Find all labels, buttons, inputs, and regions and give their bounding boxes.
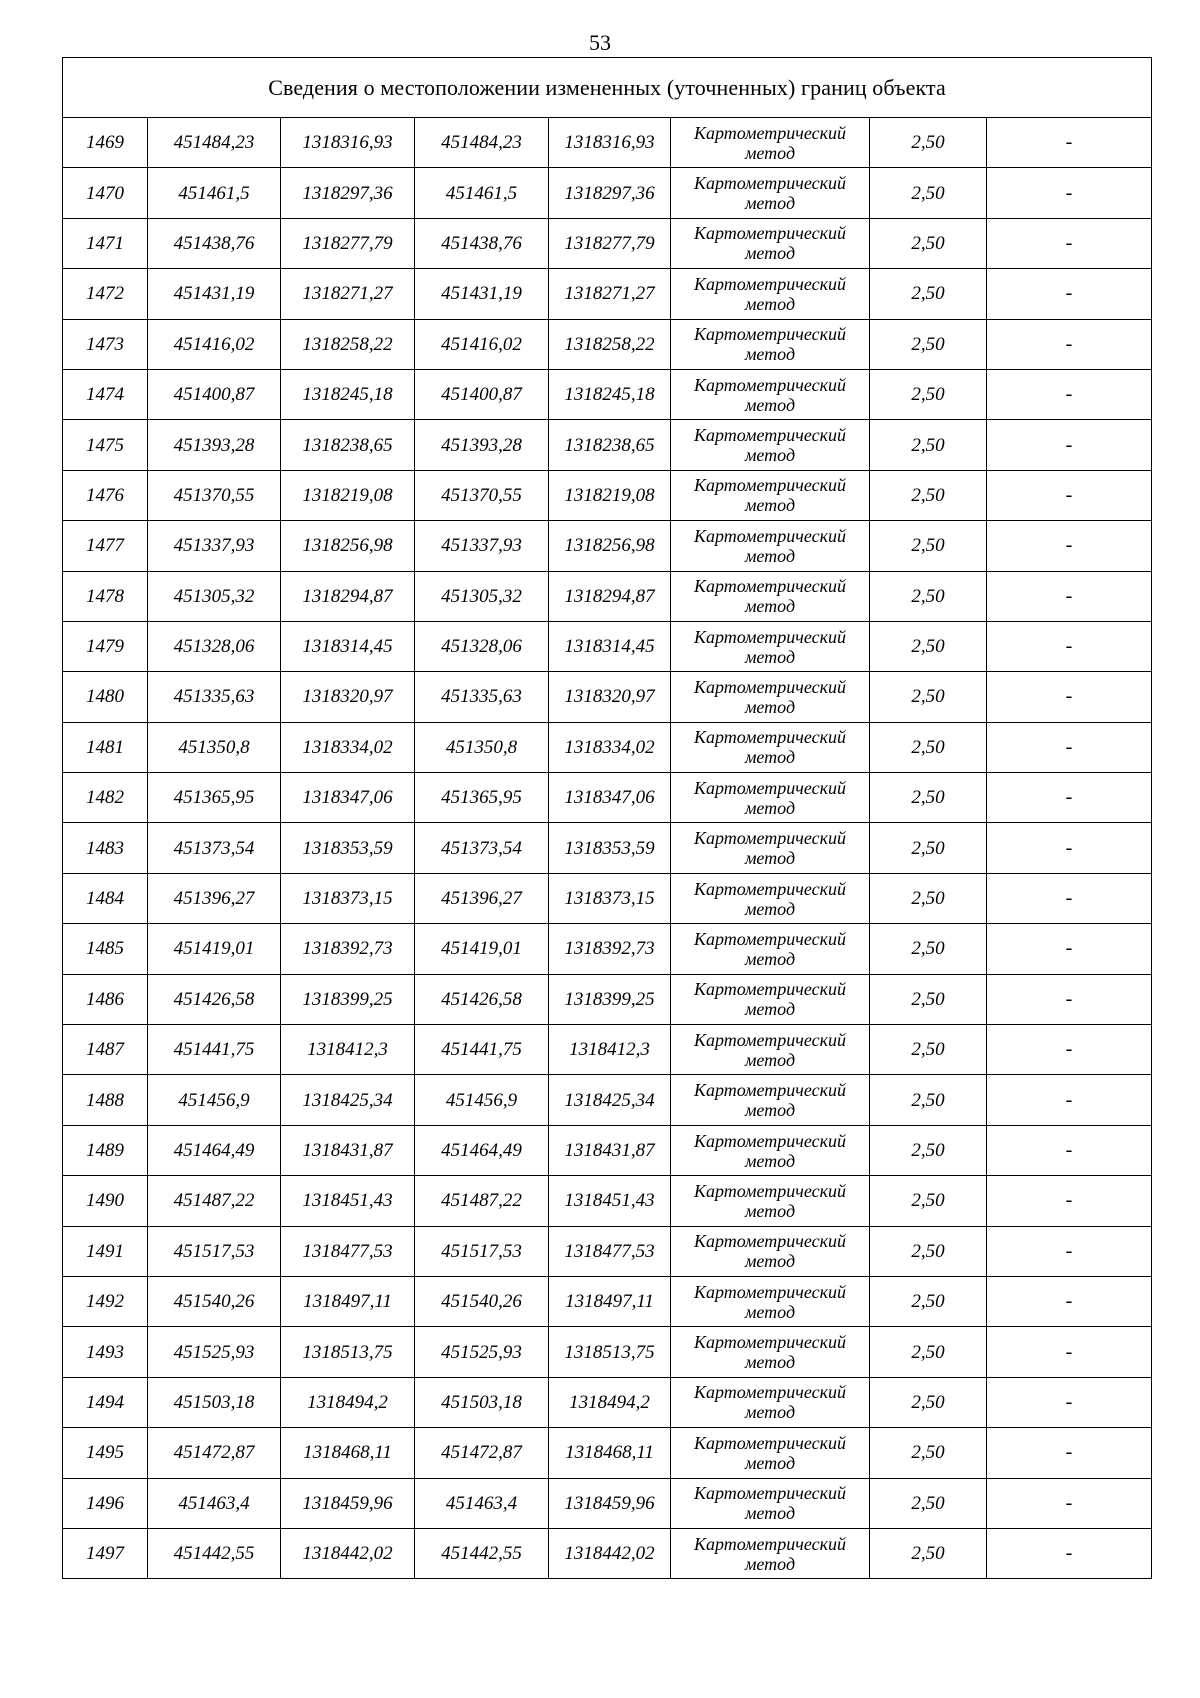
existing-x-cell: 451400,87 xyxy=(148,369,281,419)
table-row xyxy=(63,1478,1152,1528)
new-x-cell: 451517,53 xyxy=(415,1226,549,1276)
description-cell: - xyxy=(987,823,1152,873)
existing-x-cell: 451487,22 xyxy=(148,1176,281,1226)
existing-x-cell: 451373,54 xyxy=(148,823,281,873)
point-number-cell: 1475 xyxy=(63,420,148,470)
description-cell: - xyxy=(987,168,1152,218)
precision-cell: 2,50 xyxy=(870,470,987,520)
existing-x-cell: 451463,4 xyxy=(148,1478,281,1528)
description-cell: - xyxy=(987,1176,1152,1226)
new-y-cell: 1318468,11 xyxy=(549,1428,671,1478)
existing-y-cell: 1318347,06 xyxy=(281,773,415,823)
precision-cell: 2,50 xyxy=(870,1478,987,1528)
point-number-cell: 1470 xyxy=(63,168,148,218)
new-y-cell: 1318513,75 xyxy=(549,1327,671,1377)
new-y-cell: 1318459,96 xyxy=(549,1478,671,1528)
method-cell: Картометрический метод xyxy=(671,470,870,520)
existing-y-cell: 1318277,79 xyxy=(281,218,415,268)
new-x-cell: 451426,58 xyxy=(415,974,549,1024)
description-cell: - xyxy=(987,672,1152,722)
existing-x-cell: 451350,8 xyxy=(148,722,281,772)
description-cell: - xyxy=(987,1327,1152,1377)
point-number-cell: 1474 xyxy=(63,369,148,419)
method-cell: Картометрический метод xyxy=(671,1025,870,1075)
precision-cell: 2,50 xyxy=(870,974,987,1024)
point-number-cell: 1488 xyxy=(63,1075,148,1125)
description-cell: - xyxy=(987,521,1152,571)
new-x-cell: 451431,19 xyxy=(415,269,549,319)
precision-cell: 2,50 xyxy=(870,118,987,168)
precision-cell: 2,50 xyxy=(870,1125,987,1175)
existing-y-cell: 1318256,98 xyxy=(281,521,415,571)
new-y-cell: 1318347,06 xyxy=(549,773,671,823)
table-row xyxy=(63,168,1152,218)
description-cell: - xyxy=(987,924,1152,974)
existing-x-cell: 451464,49 xyxy=(148,1125,281,1175)
existing-y-cell: 1318219,08 xyxy=(281,470,415,520)
page-number: 53 xyxy=(589,30,611,55)
new-y-cell: 1318399,25 xyxy=(549,974,671,1024)
existing-y-cell: 1318334,02 xyxy=(281,722,415,772)
existing-x-cell: 451442,55 xyxy=(148,1528,281,1578)
new-x-cell: 451373,54 xyxy=(415,823,549,873)
new-x-cell: 451456,9 xyxy=(415,1075,549,1125)
table-row xyxy=(63,1528,1152,1578)
description-cell: - xyxy=(987,873,1152,923)
new-x-cell: 451365,95 xyxy=(415,773,549,823)
table-row xyxy=(63,319,1152,369)
method-cell: Картометрический метод xyxy=(671,1528,870,1578)
table-row xyxy=(63,218,1152,268)
new-x-cell: 451464,49 xyxy=(415,1125,549,1175)
table-row xyxy=(63,873,1152,923)
new-y-cell: 1318238,65 xyxy=(549,420,671,470)
method-cell: Картометрический метод xyxy=(671,571,870,621)
point-number-cell: 1487 xyxy=(63,1025,148,1075)
method-cell: Картометрический метод xyxy=(671,269,870,319)
description-cell: - xyxy=(987,319,1152,369)
existing-x-cell: 451396,27 xyxy=(148,873,281,923)
existing-y-cell: 1318314,45 xyxy=(281,621,415,671)
point-number-cell: 1490 xyxy=(63,1176,148,1226)
new-y-cell: 1318277,79 xyxy=(549,218,671,268)
precision-cell: 2,50 xyxy=(870,1025,987,1075)
point-number-cell: 1491 xyxy=(63,1226,148,1276)
description-cell: - xyxy=(987,1276,1152,1326)
new-y-cell: 1318334,02 xyxy=(549,722,671,772)
new-y-cell: 1318316,93 xyxy=(549,118,671,168)
precision-cell: 2,50 xyxy=(870,1377,987,1427)
existing-y-cell: 1318294,87 xyxy=(281,571,415,621)
table-row xyxy=(63,621,1152,671)
description-cell: - xyxy=(987,1428,1152,1478)
point-number-cell: 1476 xyxy=(63,470,148,520)
existing-x-cell: 451461,5 xyxy=(148,168,281,218)
existing-y-cell: 1318513,75 xyxy=(281,1327,415,1377)
precision-cell: 2,50 xyxy=(870,722,987,772)
new-y-cell: 1318294,87 xyxy=(549,571,671,621)
method-cell: Картометрический метод xyxy=(671,1125,870,1175)
table-row xyxy=(63,1125,1152,1175)
description-cell: - xyxy=(987,1125,1152,1175)
existing-x-cell: 451393,28 xyxy=(148,420,281,470)
table-row xyxy=(63,369,1152,419)
point-number-cell: 1492 xyxy=(63,1276,148,1326)
table-row xyxy=(63,1327,1152,1377)
precision-cell: 2,50 xyxy=(870,1327,987,1377)
existing-y-cell: 1318399,25 xyxy=(281,974,415,1024)
precision-cell: 2,50 xyxy=(870,823,987,873)
table-row xyxy=(63,924,1152,974)
method-cell: Картометрический метод xyxy=(671,1478,870,1528)
existing-x-cell: 451503,18 xyxy=(148,1377,281,1427)
precision-cell: 2,50 xyxy=(870,1428,987,1478)
new-x-cell: 451396,27 xyxy=(415,873,549,923)
method-cell: Картометрический метод xyxy=(671,1226,870,1276)
existing-x-cell: 451426,58 xyxy=(148,974,281,1024)
description-cell: - xyxy=(987,722,1152,772)
table-row xyxy=(63,420,1152,470)
precision-cell: 2,50 xyxy=(870,672,987,722)
new-y-cell: 1318271,27 xyxy=(549,269,671,319)
point-number-cell: 1480 xyxy=(63,672,148,722)
new-x-cell: 451472,87 xyxy=(415,1428,549,1478)
existing-x-cell: 451517,53 xyxy=(148,1226,281,1276)
point-number-cell: 1469 xyxy=(63,118,148,168)
description-cell: - xyxy=(987,571,1152,621)
precision-cell: 2,50 xyxy=(870,571,987,621)
precision-cell: 2,50 xyxy=(870,369,987,419)
method-cell: Картометрический метод xyxy=(671,773,870,823)
existing-x-cell: 451540,26 xyxy=(148,1276,281,1326)
precision-cell: 2,50 xyxy=(870,1176,987,1226)
point-number-cell: 1472 xyxy=(63,269,148,319)
new-x-cell: 451484,23 xyxy=(415,118,549,168)
point-number-cell: 1494 xyxy=(63,1377,148,1427)
precision-cell: 2,50 xyxy=(870,319,987,369)
method-cell: Картометрический метод xyxy=(671,1377,870,1427)
table-row xyxy=(63,118,1152,168)
description-cell: - xyxy=(987,218,1152,268)
method-cell: Картометрический метод xyxy=(671,168,870,218)
description-cell: - xyxy=(987,1025,1152,1075)
description-cell: - xyxy=(987,369,1152,419)
table-row xyxy=(63,521,1152,571)
new-y-cell: 1318219,08 xyxy=(549,470,671,520)
table-row xyxy=(63,1075,1152,1125)
method-cell: Картометрический метод xyxy=(671,521,870,571)
method-cell: Картометрический метод xyxy=(671,823,870,873)
new-x-cell: 451400,87 xyxy=(415,369,549,419)
description-cell: - xyxy=(987,1075,1152,1125)
description-cell: - xyxy=(987,1226,1152,1276)
table-row xyxy=(63,1226,1152,1276)
table-row xyxy=(63,571,1152,621)
method-cell: Картометрический метод xyxy=(671,420,870,470)
new-y-cell: 1318497,11 xyxy=(549,1276,671,1326)
description-cell: - xyxy=(987,470,1152,520)
description-cell: - xyxy=(987,974,1152,1024)
table-caption: Сведения о местоположении измененных (уточненных) границ объекта xyxy=(63,58,1152,118)
existing-y-cell: 1318497,11 xyxy=(281,1276,415,1326)
point-number-cell: 1479 xyxy=(63,621,148,671)
point-number-cell: 1473 xyxy=(63,319,148,369)
existing-x-cell: 451419,01 xyxy=(148,924,281,974)
method-cell: Картометрический метод xyxy=(671,369,870,419)
existing-y-cell: 1318494,2 xyxy=(281,1377,415,1427)
new-y-cell: 1318245,18 xyxy=(549,369,671,419)
description-cell: - xyxy=(987,118,1152,168)
new-x-cell: 451441,75 xyxy=(415,1025,549,1075)
point-number-cell: 1482 xyxy=(63,773,148,823)
existing-y-cell: 1318425,34 xyxy=(281,1075,415,1125)
method-cell: Картометрический метод xyxy=(671,974,870,1024)
precision-cell: 2,50 xyxy=(870,1276,987,1326)
method-cell: Картометрический метод xyxy=(671,1176,870,1226)
method-cell: Картометрический метод xyxy=(671,924,870,974)
description-cell: - xyxy=(987,621,1152,671)
method-cell: Картометрический метод xyxy=(671,1276,870,1326)
point-number-cell: 1485 xyxy=(63,924,148,974)
table-caption-row xyxy=(63,58,1152,118)
existing-x-cell: 451441,75 xyxy=(148,1025,281,1075)
new-x-cell: 451442,55 xyxy=(415,1528,549,1578)
existing-y-cell: 1318271,27 xyxy=(281,269,415,319)
existing-y-cell: 1318238,65 xyxy=(281,420,415,470)
existing-y-cell: 1318297,36 xyxy=(281,168,415,218)
new-x-cell: 451463,4 xyxy=(415,1478,549,1528)
new-x-cell: 451416,02 xyxy=(415,319,549,369)
existing-x-cell: 451431,19 xyxy=(148,269,281,319)
point-number-cell: 1481 xyxy=(63,722,148,772)
precision-cell: 2,50 xyxy=(870,521,987,571)
existing-y-cell: 1318451,43 xyxy=(281,1176,415,1226)
existing-x-cell: 451484,23 xyxy=(148,118,281,168)
existing-y-cell: 1318431,87 xyxy=(281,1125,415,1175)
new-x-cell: 451328,06 xyxy=(415,621,549,671)
existing-y-cell: 1318459,96 xyxy=(281,1478,415,1528)
existing-y-cell: 1318468,11 xyxy=(281,1428,415,1478)
precision-cell: 2,50 xyxy=(870,269,987,319)
new-y-cell: 1318353,59 xyxy=(549,823,671,873)
table-row xyxy=(63,269,1152,319)
description-cell: - xyxy=(987,1478,1152,1528)
existing-x-cell: 451416,02 xyxy=(148,319,281,369)
existing-y-cell: 1318245,18 xyxy=(281,369,415,419)
point-number-cell: 1484 xyxy=(63,873,148,923)
new-x-cell: 451487,22 xyxy=(415,1176,549,1226)
new-x-cell: 451419,01 xyxy=(415,924,549,974)
new-y-cell: 1318314,45 xyxy=(549,621,671,671)
method-cell: Картометрический метод xyxy=(671,1327,870,1377)
existing-x-cell: 451456,9 xyxy=(148,1075,281,1125)
boundary-coordinates-table xyxy=(62,57,1152,1579)
existing-y-cell: 1318412,3 xyxy=(281,1025,415,1075)
description-cell: - xyxy=(987,420,1152,470)
table-row xyxy=(63,470,1152,520)
table-row xyxy=(63,773,1152,823)
point-number-cell: 1477 xyxy=(63,521,148,571)
method-cell: Картометрический метод xyxy=(671,218,870,268)
precision-cell: 2,50 xyxy=(870,621,987,671)
existing-y-cell: 1318320,97 xyxy=(281,672,415,722)
existing-y-cell: 1318373,15 xyxy=(281,873,415,923)
precision-cell: 2,50 xyxy=(870,1075,987,1125)
table-row xyxy=(63,672,1152,722)
existing-x-cell: 451438,76 xyxy=(148,218,281,268)
method-cell: Картометрический метод xyxy=(671,722,870,772)
new-x-cell: 451393,28 xyxy=(415,420,549,470)
table-row xyxy=(63,1025,1152,1075)
existing-x-cell: 451337,93 xyxy=(148,521,281,571)
new-x-cell: 451540,26 xyxy=(415,1276,549,1326)
existing-x-cell: 451525,93 xyxy=(148,1327,281,1377)
table-row xyxy=(63,1428,1152,1478)
precision-cell: 2,50 xyxy=(870,218,987,268)
precision-cell: 2,50 xyxy=(870,924,987,974)
table-row xyxy=(63,974,1152,1024)
new-x-cell: 451337,93 xyxy=(415,521,549,571)
new-y-cell: 1318373,15 xyxy=(549,873,671,923)
description-cell: - xyxy=(987,773,1152,823)
point-number-cell: 1495 xyxy=(63,1428,148,1478)
point-number-cell: 1486 xyxy=(63,974,148,1024)
existing-x-cell: 451305,32 xyxy=(148,571,281,621)
precision-cell: 2,50 xyxy=(870,773,987,823)
new-x-cell: 451305,32 xyxy=(415,571,549,621)
new-x-cell: 451438,76 xyxy=(415,218,549,268)
precision-cell: 2,50 xyxy=(870,168,987,218)
new-y-cell: 1318256,98 xyxy=(549,521,671,571)
description-cell: - xyxy=(987,1377,1152,1427)
method-cell: Картометрический метод xyxy=(671,319,870,369)
point-number-cell: 1496 xyxy=(63,1478,148,1528)
table-body xyxy=(63,58,1152,1579)
new-y-cell: 1318442,02 xyxy=(549,1528,671,1578)
new-y-cell: 1318320,97 xyxy=(549,672,671,722)
existing-x-cell: 451365,95 xyxy=(148,773,281,823)
method-cell: Картометрический метод xyxy=(671,1428,870,1478)
point-number-cell: 1489 xyxy=(63,1125,148,1175)
new-y-cell: 1318425,34 xyxy=(549,1075,671,1125)
existing-y-cell: 1318258,22 xyxy=(281,319,415,369)
existing-x-cell: 451328,06 xyxy=(148,621,281,671)
new-y-cell: 1318392,73 xyxy=(549,924,671,974)
new-x-cell: 451461,5 xyxy=(415,168,549,218)
new-x-cell: 451350,8 xyxy=(415,722,549,772)
method-cell: Картометрический метод xyxy=(671,621,870,671)
point-number-cell: 1493 xyxy=(63,1327,148,1377)
new-x-cell: 451335,63 xyxy=(415,672,549,722)
table-row xyxy=(63,1276,1152,1326)
point-number-cell: 1478 xyxy=(63,571,148,621)
new-x-cell: 451503,18 xyxy=(415,1377,549,1427)
table-row xyxy=(63,1176,1152,1226)
description-cell: - xyxy=(987,1528,1152,1578)
method-cell: Картометрический метод xyxy=(671,1075,870,1125)
existing-y-cell: 1318442,02 xyxy=(281,1528,415,1578)
precision-cell: 2,50 xyxy=(870,873,987,923)
new-x-cell: 451370,55 xyxy=(415,470,549,520)
point-number-cell: 1497 xyxy=(63,1528,148,1578)
existing-y-cell: 1318392,73 xyxy=(281,924,415,974)
precision-cell: 2,50 xyxy=(870,1528,987,1578)
existing-x-cell: 451335,63 xyxy=(148,672,281,722)
table-row xyxy=(63,722,1152,772)
new-y-cell: 1318258,22 xyxy=(549,319,671,369)
existing-y-cell: 1318353,59 xyxy=(281,823,415,873)
new-y-cell: 1318412,3 xyxy=(549,1025,671,1075)
new-y-cell: 1318451,43 xyxy=(549,1176,671,1226)
table-row xyxy=(63,823,1152,873)
new-y-cell: 1318297,36 xyxy=(549,168,671,218)
method-cell: Картометрический метод xyxy=(671,672,870,722)
existing-x-cell: 451370,55 xyxy=(148,470,281,520)
new-x-cell: 451525,93 xyxy=(415,1327,549,1377)
existing-y-cell: 1318477,53 xyxy=(281,1226,415,1276)
method-cell: Картометрический метод xyxy=(671,118,870,168)
point-number-cell: 1483 xyxy=(63,823,148,873)
new-y-cell: 1318494,2 xyxy=(549,1377,671,1427)
existing-x-cell: 451472,87 xyxy=(148,1428,281,1478)
new-y-cell: 1318477,53 xyxy=(549,1226,671,1276)
precision-cell: 2,50 xyxy=(870,420,987,470)
table-row xyxy=(63,1377,1152,1427)
description-cell: - xyxy=(987,269,1152,319)
existing-y-cell: 1318316,93 xyxy=(281,118,415,168)
method-cell: Картометрический метод xyxy=(671,873,870,923)
point-number-cell: 1471 xyxy=(63,218,148,268)
new-y-cell: 1318431,87 xyxy=(549,1125,671,1175)
precision-cell: 2,50 xyxy=(870,1226,987,1276)
